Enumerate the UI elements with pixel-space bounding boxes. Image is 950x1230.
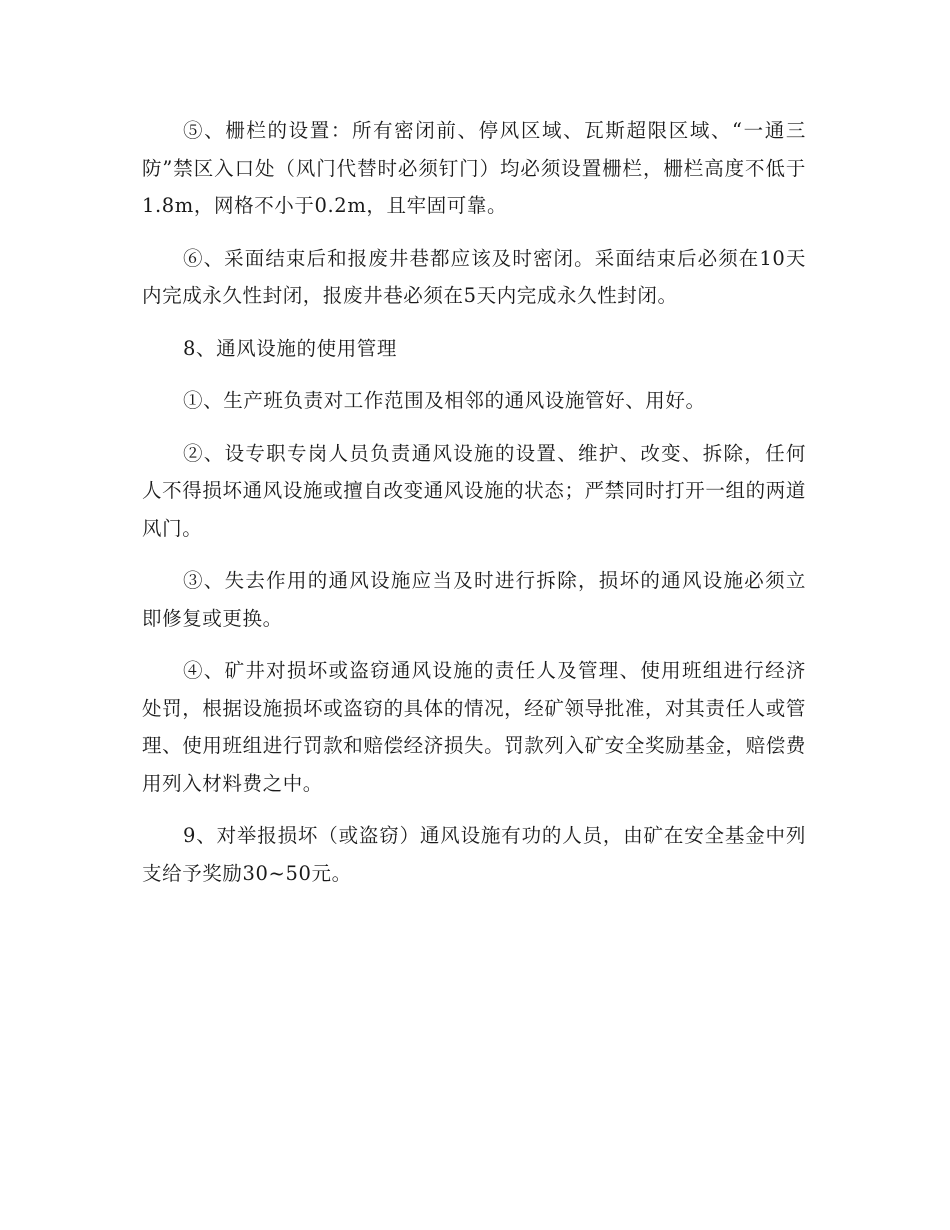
document-body [142,112,806,907]
paragraph-removal-repair: ③、失去作用的通风设施应当及时进行拆除，损坏的通风设施必须立即修复或更换。 [142,569,806,630]
paragraph-reward: 9、对举报损坏（或盗窃）通风设施有功的人员，由矿在安全基金中列支给予奖励30~50元。 [142,824,806,885]
paragraph-penalties: ④、矿井对损坏或盗窃通风设施的责任人及管理、使用班组进行经济处罚，根据设施损坏或盗窃的具体的情况，经矿领导批准，对其责任人或管理、使用班组进行罚款和赔偿经济损失。罚款列入矿安全奖励基金，赔偿费用列入材料费之中。 [142,659,806,795]
paragraph-fence-setup: ⑤、栅栏的设置：所有密闭前、停风区域、瓦斯超限区域、“一通三防”禁区入口处（风门代替时必须钉门）均必须设置栅栏，栅栏高度不低于1.8m，网格不小于0.2m，且牢固可靠。 [142,119,806,217]
paragraph-sealing-deadline: ⑥、采面结束后和报废井巷都应该及时密闭。采面结束后必须在10天内完成永久性封闭，报废井巷必须在5天内完成永久性封闭。 [142,246,806,307]
paragraph-production-shift: ①、生产班负责对工作范围及相邻的通风设施管好、用好。 [183,389,706,412]
paragraph-dedicated-staff: ②、设专职专岗人员负责通风设施的设置、维护、改变、拆除，任何人不得损坏通风设施或擅自改变通风设施的状态；严禁同时打开一组的两道风门。 [142,441,806,540]
section-heading-usage-management: 8、通风设施的使用管理 [183,336,398,360]
